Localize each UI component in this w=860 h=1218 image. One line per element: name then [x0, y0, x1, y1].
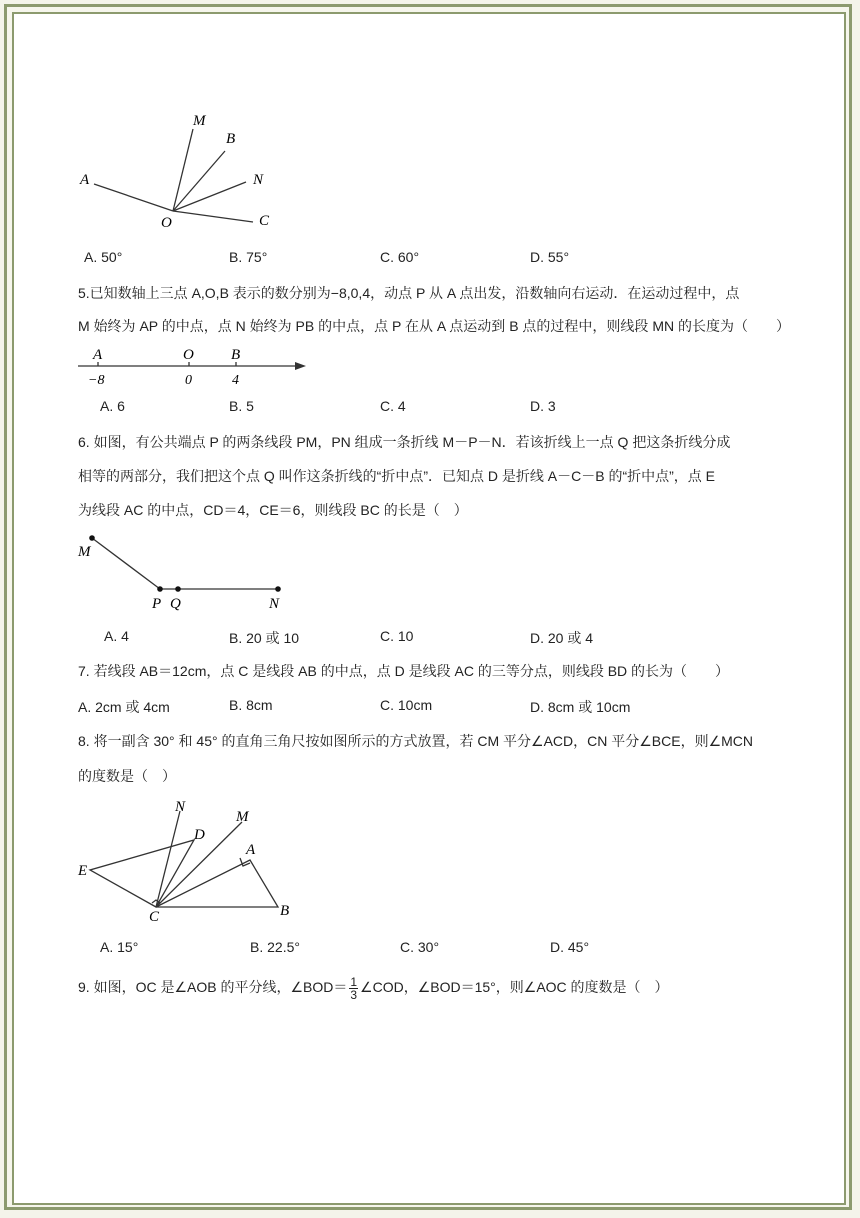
- q6-option-b[interactable]: B. 20 或 10: [229, 630, 300, 646]
- point-m: [89, 535, 95, 541]
- label-a: A: [80, 172, 90, 188]
- label-a: A: [246, 842, 256, 858]
- q5-number-line: [74, 342, 314, 390]
- value-b: 4: [232, 373, 239, 388]
- q7-option-c[interactable]: C. 10cm: [380, 697, 433, 713]
- q5-option-b[interactable]: B. 5: [229, 398, 254, 414]
- q9-question: [78, 972, 669, 1002]
- q7-question-line1: 7. 若线段 AB＝12cm，点 C 是线段 AB 的中点，点 D 是线段 AC 的三等分点，则线段 BD 的长为（ ）: [78, 663, 730, 679]
- q6-question-line1: 6. 如图，有公共端点 P 的两条线段 PM，PN 组成一条折线 M－P－N．若该折线上一点 Q 把这条折线分成: [78, 434, 731, 450]
- q6-option-a[interactable]: A. 4: [104, 628, 129, 644]
- q4-option-c[interactable]: C. 60°: [380, 249, 420, 265]
- q8-option-a[interactable]: A. 15°: [100, 939, 139, 955]
- q7-option-a[interactable]: A. 2cm 或 4cm: [78, 699, 170, 715]
- q5-question-line2: M 始终为 AP 的中点，点 N 始终为 PB 的中点，点 P 在从 A 点运动到 B 点的过程中，则线段 MN 的长度为（ ）: [78, 318, 790, 334]
- q5-option-a[interactable]: A. 6: [100, 398, 125, 414]
- point-n: [275, 586, 281, 592]
- q8-option-c[interactable]: C. 30°: [400, 939, 440, 955]
- point-q: [175, 586, 181, 592]
- label-n: N: [269, 596, 280, 612]
- label-o: O: [161, 215, 172, 231]
- q4-option-d[interactable]: D. 55°: [530, 249, 570, 265]
- value-o: 0: [185, 373, 192, 388]
- q6-question-line2: 相等的两部分，我们把这个点 Q 叫作这条折线的“折中点”．已知点 D 是折线 A－C－B 的“折中点”，点 E: [78, 468, 715, 484]
- ray-oa: [94, 184, 173, 211]
- q4-option-b[interactable]: B. 75°: [229, 249, 268, 265]
- q6-polyline-figure: [72, 530, 302, 616]
- label-p: P: [152, 596, 162, 612]
- q8-option-d[interactable]: D. 45°: [550, 939, 590, 955]
- ray-cn: [156, 811, 180, 907]
- q8-triangle-rulers-figure: [74, 796, 304, 926]
- q9-fraction: [349, 976, 358, 1001]
- q6-question-line3: 为线段 AC 的中点，CD＝4，CE＝6，则线段 BC 的长是（ ）: [78, 502, 468, 518]
- label-n: N: [253, 172, 264, 188]
- q6-option-c[interactable]: C. 10: [380, 628, 414, 644]
- q5-option-d[interactable]: D. 3: [530, 398, 556, 414]
- ray-oc: [173, 211, 253, 222]
- q5-question-line1: 5.已知数轴上三点 A,O,B 表示的数分别为−8,0,4，动点 P 从 A 点出发，沿数轴向右运动．在运动过程中，点: [78, 285, 740, 301]
- q7-option-b[interactable]: B. 8cm: [229, 697, 273, 713]
- q6-option-d[interactable]: D. 20 或 4: [530, 630, 594, 646]
- label-c: C: [259, 213, 270, 229]
- label-q: Q: [170, 596, 181, 612]
- triangle-cab: [156, 860, 278, 907]
- q4-angle-figure: [70, 105, 290, 235]
- label-m: M: [236, 809, 249, 825]
- q5-option-c[interactable]: C. 4: [380, 398, 406, 414]
- q9-fraction-denominator: 3: [350, 987, 358, 1002]
- q9-fraction-numerator: 1: [350, 974, 358, 989]
- label-c: C: [149, 909, 160, 925]
- q8-question-line1: 8. 将一副含 30° 和 45° 的直角三角尺按如图所示的方式放置，若 CM 平分∠ACD，CN 平分∠BCE，则∠MCN: [78, 733, 754, 749]
- point-b-label: B: [231, 347, 241, 363]
- right-angle-c: [152, 900, 160, 903]
- label-n: N: [175, 799, 186, 815]
- label-b: B: [280, 903, 290, 919]
- triangle-cde: [90, 840, 194, 907]
- label-d: D: [194, 827, 205, 843]
- q9-text-pre: 9. 如图，OC 是∠AOB 的平分线，∠BOD＝: [78, 979, 348, 995]
- point-p: [157, 586, 163, 592]
- q8-question-line2: 的度数是（ ）: [78, 768, 176, 784]
- value-a: −8: [88, 373, 105, 388]
- q7-option-d[interactable]: D. 8cm 或 10cm: [530, 699, 631, 715]
- point-o-label: O: [183, 347, 194, 363]
- label-m: M: [78, 544, 91, 560]
- ray-on: [173, 182, 246, 211]
- label-e: E: [78, 863, 88, 879]
- q8-option-b[interactable]: B. 22.5°: [250, 939, 300, 955]
- point-a-label: A: [93, 347, 103, 363]
- label-m: M: [193, 113, 206, 129]
- q4-option-a[interactable]: A. 50°: [84, 249, 123, 265]
- label-b: B: [226, 131, 236, 147]
- q9-text-post: ∠COD，∠BOD＝15°，则∠AOC 的度数是（ ）: [360, 979, 669, 995]
